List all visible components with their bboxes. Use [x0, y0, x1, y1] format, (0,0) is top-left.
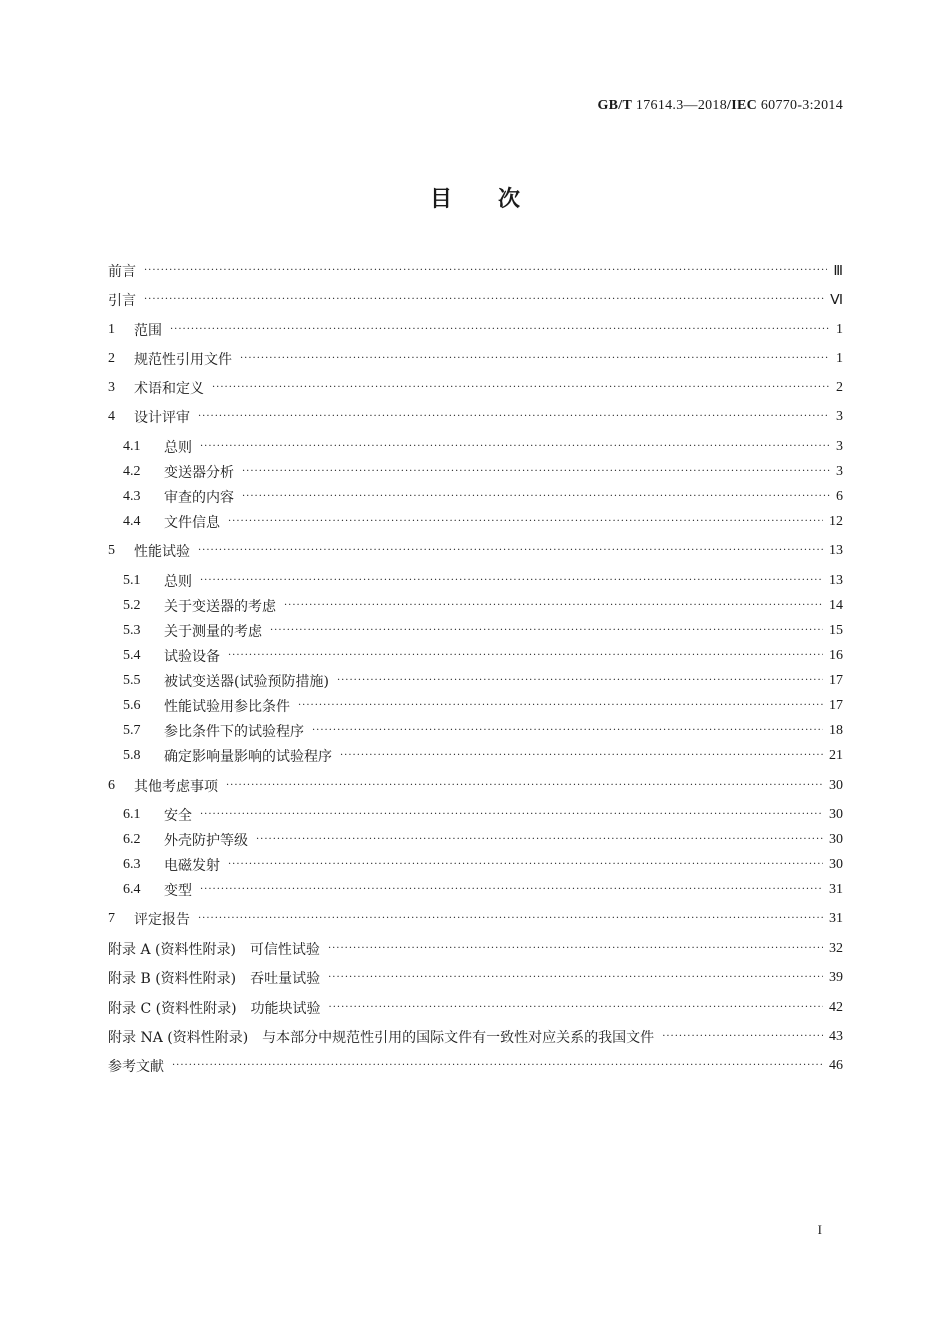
toc-entry-page: 31 [829, 911, 843, 926]
dot-leader [198, 540, 823, 562]
toc-entry-5-7[interactable] [123, 720, 843, 742]
dot-leader [240, 348, 830, 370]
toc-entry-3[interactable] [108, 377, 843, 399]
toc-entry-number: 5.7 [123, 723, 141, 738]
toc-entry-title: 总则 [164, 574, 192, 590]
toc-entry-title: 引言 [108, 293, 136, 309]
dot-leader [228, 854, 823, 876]
toc-entry-page: 42 [829, 1000, 843, 1015]
dot-leader [242, 486, 830, 508]
toc-entry-title: 性能试验 [134, 544, 190, 560]
toc-entry-4-3[interactable] [123, 486, 843, 508]
toc-entry-page: 32 [829, 941, 843, 956]
toc-entry-number: 5.3 [123, 623, 141, 638]
toc-entry-5-2[interactable] [123, 595, 843, 617]
dot-leader [200, 804, 823, 826]
toc-entry-page: 14 [829, 598, 843, 613]
toc-entry-5-1[interactable] [123, 570, 843, 592]
toc-entry-annex-a[interactable] [108, 938, 843, 960]
toc-entry-title: 参比条件下的试验程序 [164, 724, 304, 740]
toc-entry-title: 规范性引用文件 [134, 352, 232, 368]
toc-entry-number: 6.2 [123, 832, 141, 847]
toc-entry-number: 5.6 [123, 698, 141, 713]
toc-entry-5-5[interactable] [123, 670, 843, 692]
toc-entry-5-8[interactable] [123, 745, 843, 767]
toc-entry-title: 被试变送器(试验预防措施) [164, 674, 329, 690]
toc-entry-title: 术语和定义 [134, 381, 204, 397]
dot-leader [270, 620, 823, 642]
toc-entry-1[interactable] [108, 319, 843, 341]
dot-leader [298, 695, 823, 717]
toc-entry-bibliography[interactable] [108, 1055, 843, 1077]
toc-entry-title: 变型 [164, 883, 192, 899]
toc-entry-title: 评定报告 [134, 912, 190, 928]
toc-entry-number: 4 [108, 409, 115, 424]
toc-entry-number: 1 [108, 322, 115, 337]
dot-leader [256, 829, 823, 851]
toc-entry-page: 15 [829, 623, 843, 638]
toc-entry-page: 16 [829, 648, 843, 663]
toc-entry-page: 17 [829, 698, 843, 713]
toc-entry-title: 附录 NA (资料性附录) 与本部分中规范性引用的国际文件有一致性对应关系的我国文件 [108, 1030, 655, 1046]
toc-entry-page: 13 [829, 573, 843, 588]
dot-leader [228, 511, 823, 533]
toc-entry-number: 6.4 [123, 882, 141, 897]
dot-leader [340, 745, 823, 767]
dot-leader [172, 1055, 823, 1077]
toc-entry-annex-c[interactable] [108, 997, 843, 1019]
toc-entry-number: 3 [108, 380, 115, 395]
toc-entry-4-1[interactable] [123, 436, 843, 458]
toc-entry-title: 参考文献 [108, 1059, 164, 1075]
toc-entry-title: 附录 A (资料性附录) 可信性试验 [108, 942, 320, 958]
toc-entry-page: 2 [836, 380, 843, 395]
dot-leader [200, 570, 823, 592]
toc-entry-number: 4.1 [123, 439, 141, 454]
toc-entry-6-2[interactable] [123, 829, 843, 851]
toc-entry-5[interactable] [108, 540, 843, 562]
dot-leader [144, 260, 827, 282]
toc-entry-number: 4.4 [123, 514, 141, 529]
dot-leader [284, 595, 823, 617]
toc-entry-page: 30 [829, 778, 843, 793]
toc-entry-2[interactable] [108, 348, 843, 370]
toc-entry-number: 2 [108, 351, 115, 366]
toc-entry-annex-na[interactable] [108, 1026, 843, 1048]
toc-entry-number: 5.4 [123, 648, 141, 663]
toc-entry-title: 设计评审 [134, 410, 190, 426]
toc-entry-title: 安全 [164, 808, 192, 824]
toc-entry-title: 文件信息 [164, 515, 220, 531]
toc-entry-page: 21 [829, 748, 843, 763]
iec-prefix: /IEC [727, 98, 758, 113]
dot-leader [329, 997, 823, 1019]
toc-entry-title: 附录 C (资料性附录) 功能块试验 [108, 1001, 321, 1017]
toc-entry-page: 30 [829, 832, 843, 847]
dot-leader [226, 775, 823, 797]
toc-entry-number: 4.3 [123, 489, 141, 504]
toc-entry-title: 范围 [134, 323, 162, 339]
dot-leader [328, 938, 823, 960]
toc-entry-4[interactable] [108, 406, 843, 428]
toc-entry-number: 5 [108, 543, 115, 558]
toc-entry-title: 试验设备 [164, 649, 220, 665]
toc-entry-page: 17 [829, 673, 843, 688]
toc-entry-6-4[interactable] [123, 879, 843, 901]
toc-entry-title: 附录 B (资料性附录) 吞吐量试验 [108, 971, 321, 987]
dot-leader [170, 319, 830, 341]
toc-entry-page: 1 [836, 322, 843, 337]
toc-entry-4-2[interactable] [123, 461, 843, 483]
toc-entry-title: 电磁发射 [164, 858, 220, 874]
iec-number: 60770-3:2014 [760, 98, 843, 113]
toc-entry-page: 46 [829, 1058, 843, 1073]
toc-entry-5-3[interactable] [123, 620, 843, 642]
toc-entry-title: 总则 [164, 440, 192, 456]
dot-leader [212, 377, 830, 399]
toc-entry-introduction[interactable] [108, 289, 843, 311]
toc-entry-page: 3 [836, 439, 843, 454]
dot-leader [228, 645, 823, 667]
toc-entry-page: 39 [829, 970, 843, 985]
toc-entry-number: 6.3 [123, 857, 141, 872]
toc-entry-title: 其他考虑事项 [134, 779, 218, 795]
toc-entry-title: 性能试验用参比条件 [164, 699, 290, 715]
toc-entry-4-4[interactable] [123, 511, 843, 533]
toc-entry-page: 3 [836, 409, 843, 424]
dot-leader [242, 461, 830, 483]
toc-entry-7[interactable] [108, 908, 843, 930]
toc-entry-number: 5.1 [123, 573, 141, 588]
standard-number: 17614.3—2018 [635, 98, 728, 113]
toc-entry-page: 31 [829, 882, 843, 897]
toc-entry-page: Ⅲ [833, 263, 843, 279]
toc-entry-page: 12 [829, 514, 843, 529]
toc-entry-number: 5.8 [123, 748, 141, 763]
page-title: 目次 [429, 187, 566, 212]
toc-entry-5-6[interactable] [123, 695, 843, 717]
dot-leader [200, 436, 830, 458]
toc-entry-6-3[interactable] [123, 854, 843, 876]
toc-entry-page: 30 [829, 857, 843, 872]
dot-leader [328, 967, 823, 989]
dot-leader [200, 879, 823, 901]
toc-entry-page: 6 [836, 489, 843, 504]
standard-prefix: GB/T [597, 98, 633, 113]
toc-entry-title: 外壳防护等级 [164, 833, 248, 849]
toc-entry-number: 6 [108, 778, 115, 793]
dot-leader [198, 908, 823, 930]
standard-header [597, 98, 843, 114]
toc-entry-page: 1 [836, 351, 843, 366]
toc-entry-title: 变送器分析 [164, 465, 234, 481]
dot-leader [144, 289, 824, 311]
toc-entry-number: 6.1 [123, 807, 141, 822]
toc-entry-page: 43 [829, 1029, 843, 1044]
toc-entry-title: 前言 [108, 264, 136, 280]
dot-leader [662, 1026, 823, 1048]
toc-entry-number: 4.2 [123, 464, 141, 479]
toc-entry-page: 13 [829, 543, 843, 558]
dot-leader [337, 670, 823, 692]
toc-entry-number: 5.5 [123, 673, 141, 688]
toc-entry-5-4[interactable] [123, 645, 843, 667]
toc-entry-title: 确定影响量影响的试验程序 [164, 749, 332, 765]
toc-entry-page: Ⅵ [830, 292, 843, 308]
toc-entry-page: 18 [829, 723, 843, 738]
toc-entry-title: 审查的内容 [164, 490, 234, 506]
toc-entry-page: 30 [829, 807, 843, 822]
toc-entry-6[interactable] [108, 775, 843, 797]
toc-entry-title: 关于变送器的考虑 [164, 599, 276, 615]
dot-leader [312, 720, 823, 742]
toc-entry-6-1[interactable] [123, 804, 843, 826]
dot-leader [198, 406, 830, 428]
toc-entry-number: 7 [108, 911, 115, 926]
toc-entry-number: 5.2 [123, 598, 141, 613]
toc-entry-page: 3 [836, 464, 843, 479]
toc-entry-title: 关于测量的考虑 [164, 624, 262, 640]
toc-entry-annex-b[interactable] [108, 967, 843, 989]
toc-entry-foreword[interactable] [108, 260, 843, 282]
page-number: I [817, 1222, 822, 1237]
